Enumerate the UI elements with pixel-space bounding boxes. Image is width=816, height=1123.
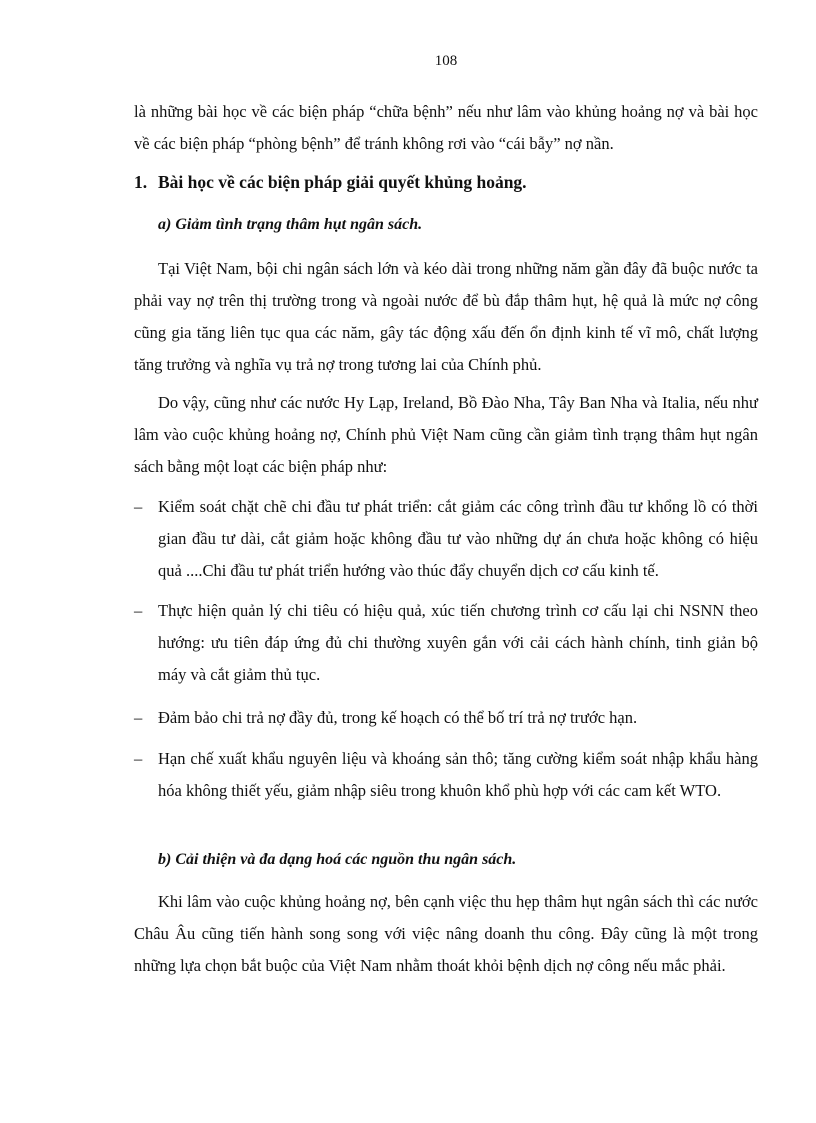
bullet-item bbox=[134, 743, 758, 807]
dash-marker: – bbox=[134, 601, 143, 620]
intro-paragraph: là những bài học về các biện pháp “chữa bệnh” nếu như lâm vào khủng hoảng nợ và bài học về các biện pháp “phòng bệnh” để tránh không rơi vào “cái bẫy” nợ nần. bbox=[134, 102, 758, 153]
dash-marker: – bbox=[134, 708, 143, 727]
bullet-text: Đảm bảo chi trả nợ đầy đủ, trong kế hoạch có thể bố trí trả nợ trước hạn. bbox=[158, 708, 638, 727]
section-number: 1. bbox=[134, 172, 148, 192]
dash-marker: – bbox=[134, 497, 143, 516]
bullet-text: Kiểm soát chặt chẽ chi đầu tư phát triển: cắt giảm các công trình đầu tư khổng lồ có thời gian đầu tư dài, cắt giảm hoặc không đầu tư vào những dự án chưa hoặc không có hiệu quả ....Chi đầu tư phát triển hướng vào thúc đẩy chuyển dịch cơ cấu kinh tế. bbox=[158, 497, 758, 580]
bullet-item bbox=[134, 491, 758, 587]
subsection-a-title: a) Giảm tình trạng thâm hụt ngân sách. bbox=[158, 216, 423, 233]
page-number: 108 bbox=[434, 53, 458, 69]
subsection-a-paragraph-1: Tại Việt Nam, bội chi ngân sách lớn và kéo dài trong những năm gần đây đã buộc nước ta phải vay nợ trên thị trường trong và ngoài nước để bù đắp thâm hụt, hệ quả là mức nợ công cũng gia tăng liên tục qua các năm, gây tác động xấu đến ổn định kinh tế vĩ mô, chất lượng tăng trưởng và nghĩa vụ trả nợ trong tương lai của Chính phủ. bbox=[134, 259, 758, 374]
subsection-a-paragraph-2: Do vậy, cũng như các nước Hy Lạp, Ireland, Bồ Đào Nha, Tây Ban Nha và Italia, nếu như lâm vào cuộc khủng hoảng nợ, Chính phủ Việt Nam cũng cần giảm tình trạng thâm hụt ngân sách bằng một loạt các biện pháp như: bbox=[134, 393, 758, 476]
subsection-b-paragraph-1: Khi lâm vào cuộc khủng hoảng nợ, bên cạnh việc thu hẹp thâm hụt ngân sách thì các nước Châu Âu cũng tiến hành song song với việc nâng doanh thu công. Đây cũng là một trong những lựa chọn bắt buộc của Việt Nam nhằm thoát khỏi bệnh dịch nợ công nếu mắc phải. bbox=[134, 892, 758, 975]
bullet-text: Hạn chế xuất khẩu nguyên liệu và khoáng sản thô; tăng cường kiểm soát nhập khẩu hàng hóa không thiết yếu, giảm nhập siêu trong khuôn khổ phù hợp với các cam kết WTO. bbox=[158, 749, 758, 800]
bullet-item bbox=[134, 702, 758, 734]
section-heading bbox=[134, 172, 527, 193]
bullet-text: Thực hiện quản lý chi tiêu có hiệu quả, xúc tiến chương trình cơ cấu lại chi NSNN theo hướng: ưu tiên đáp ứng đủ chi thường xuyên gắn với cải cách hành chính, tinh giản bộ máy và cắt giảm thủ tục. bbox=[158, 601, 758, 684]
bullet-item bbox=[134, 595, 758, 691]
dash-marker: – bbox=[134, 749, 143, 768]
section-title: Bài học về các biện pháp giải quyết khủng hoảng. bbox=[158, 172, 527, 192]
subsection-b-title: b) Cải thiện và đa dạng hoá các nguồn thu ngân sách. bbox=[158, 851, 517, 868]
